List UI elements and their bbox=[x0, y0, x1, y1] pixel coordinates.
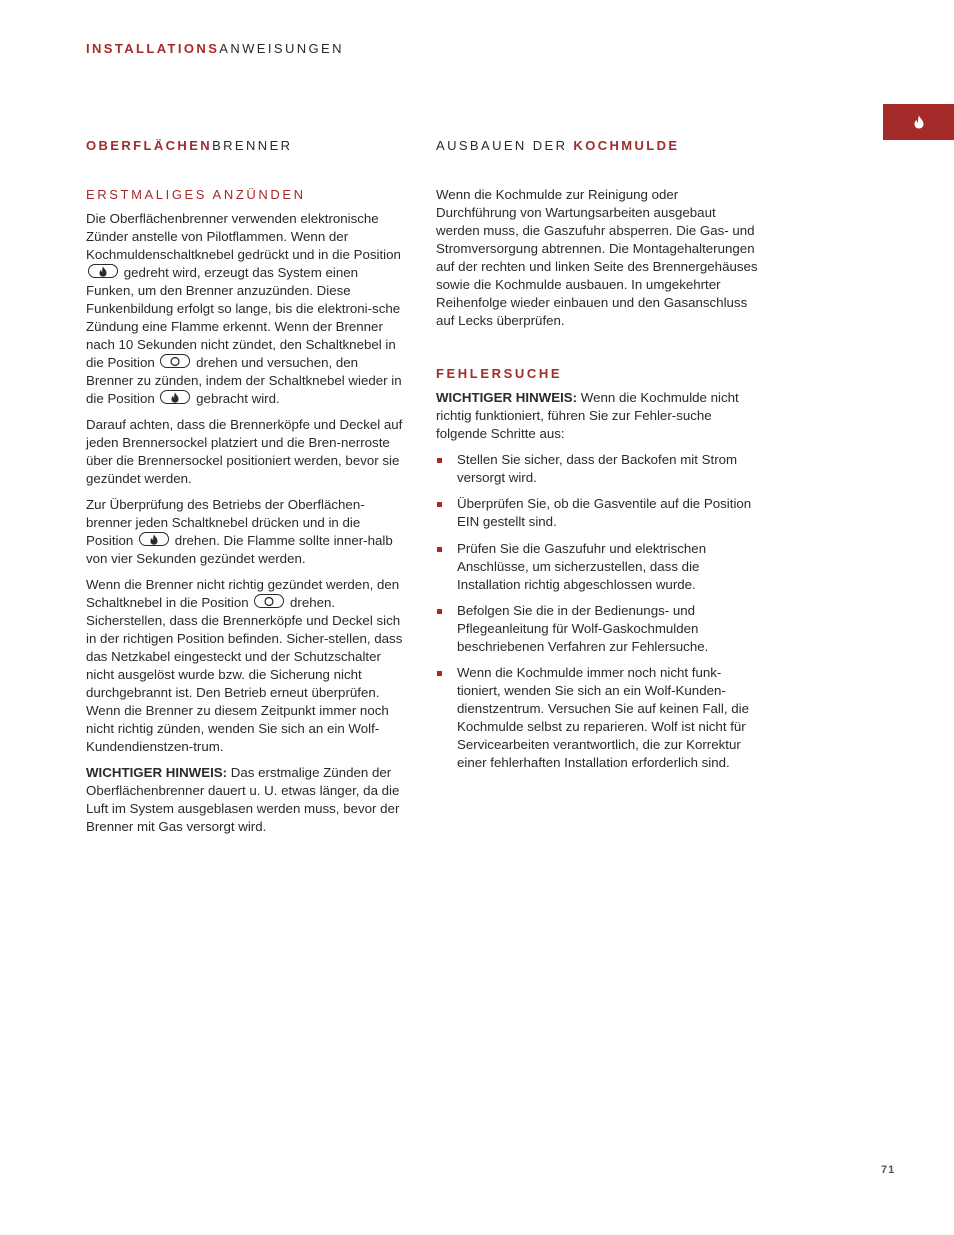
page-number: 71 bbox=[881, 1164, 896, 1176]
flame-position-icon bbox=[139, 532, 169, 546]
note-text: Das erstmalige Zünden der Oberflächenbrenner dauert u. U. etwas länger, da die Luft im System ausgeblasen werden muss, bevor der Brenner mit Gas versorgt wird. bbox=[86, 765, 400, 834]
first-ignition-subheading: ERSTMALIGES ANZÜNDEN bbox=[86, 187, 306, 202]
list-item: Stellen Sie sicher, dass der Backofen mit Strom versorgt wird. bbox=[436, 451, 758, 487]
left-column bbox=[86, 139, 408, 836]
ignition-paragraph-3 bbox=[86, 496, 408, 568]
ignition-note bbox=[86, 764, 408, 836]
off-position-icon bbox=[160, 354, 190, 368]
flame-position-icon bbox=[160, 390, 190, 404]
ignition-text-d: gebracht wird. bbox=[196, 391, 280, 406]
removal-paragraph: Wenn die Kochmulde zur Reinigung oder Durchführung von Wartungsarbeiten ausgebaut werden muss, die Gaszufuhr absperren. Die Gas- und Stromversorgung abtrennen. Die Montagehalterungen auf der rechten und linken Seite des Brennergehäuses sowie die Kochmulde ausbauen. In umgekehrter Reihenfolge wieder einbauen und den Gasanschluss auf Lecks überprüfen. bbox=[436, 187, 758, 328]
ignition-text-a: Die Oberflächenbrenner verwenden elektronische Zünder anstelle von Pilotflammen. Wenn der Kochmuldenschaltknebel gedrückt und in die Position bbox=[86, 211, 401, 262]
surface-burner-heading bbox=[86, 139, 408, 153]
flame-icon bbox=[913, 115, 925, 129]
note-label: WICHTIGER HINWEIS: bbox=[86, 765, 228, 780]
list-item: Prüfen Sie die Gaszufuhr und elektrischen Anschlüsse, um sicherzustellen, dass die Installation richtig abgeschlossen wurde. bbox=[436, 540, 758, 594]
troubleshooting-list bbox=[436, 451, 758, 772]
page-header bbox=[86, 41, 344, 56]
ignition-paragraph-4 bbox=[86, 576, 408, 756]
retry-text-a: Wenn die Brenner nicht richtig gezündet werden, den Schaltknebel in die Position bbox=[86, 577, 400, 610]
flame-position-icon bbox=[88, 264, 118, 278]
remove-cooktop-heading-accent: KOCHMULDE bbox=[573, 138, 680, 153]
list-item: Überprüfen Sie, ob die Gasventile auf die Position EIN gestellt sind. bbox=[436, 495, 758, 531]
off-position-icon bbox=[254, 594, 284, 608]
ignition-paragraph-1 bbox=[86, 210, 408, 408]
surface-burner-heading-rest: BRENNER bbox=[212, 138, 293, 153]
list-item: Wenn die Kochmulde immer noch nicht funk-tioniert, wenden Sie sich an ein Wolf-Kunden-dienstzentrum. Versuchen Sie auf keinen Fall, die Kochmulde selbst zu reparieren. Wolf ist nicht für Servicearbeiten verantwortlich, die zur Korrektur einer fehlerhaften Installation erforderlich sind. bbox=[436, 664, 758, 772]
remove-cooktop-heading bbox=[436, 139, 758, 153]
ignition-text-b: gedreht wird, erzeugt das System einen Funken, um den Brenner anzuzünden. Diese Funkenbildung erfolgt so lange, bis die elektroni-sche Zündung eine Flamme erkennt. Wenn der Brenner nach 10 Sekunden nicht zündet, den Schaltknebel in die Position bbox=[86, 265, 401, 370]
retry-text-b: drehen. Sicherstellen, dass die Brennerköpfe und Deckel sich in der richtigen Position befinden. Sicher-stellen, dass das Netzkabel eingesteckt und der Schutzschalter nicht ausgelöst wurde bzw. die Sicherung nicht durchgebrannt ist. Den Betrieb erneut überprüfen. Wenn die Brenner zu diesem Zeitpunkt immer noch nicht richtig zünden, wenden Sie sich an ein Wolf-Kundendienstzen-trum. bbox=[86, 595, 403, 754]
right-column bbox=[436, 139, 758, 772]
check-text-b: drehen. Die Flamme sollte inner-halb von vier Sekunden gezündet werden. bbox=[86, 533, 393, 566]
header-prefix: INSTALLATIONS bbox=[86, 41, 220, 56]
ignition-paragraph-2: Darauf achten, dass die Brennerköpfe und Deckel auf jeden Brennersockel platziert und die Bren-nerroste über die Brennersockel positioniert werden, bevor sie gezündet werden. bbox=[86, 417, 403, 486]
ignition-text-c: drehen und versuchen, den Brenner zu zünden, indem der Schaltknebel wieder in die Position bbox=[86, 355, 402, 406]
troubleshooting-note-text: Wenn die Kochmulde nicht richtig funktioniert, führen Sie zur Fehler-suche folgende Schritte aus: bbox=[436, 390, 739, 441]
troubleshooting-note-label: WICHTIGER HINWEIS: bbox=[436, 390, 578, 405]
troubleshooting-note bbox=[436, 389, 758, 443]
header-suffix: ANWEISUNGEN bbox=[219, 41, 344, 56]
troubleshooting-subheading: FEHLERSUCHE bbox=[436, 366, 563, 381]
surface-burner-heading-accent: OBERFLÄCHEN bbox=[86, 138, 213, 153]
list-item: Befolgen Sie die in der Bedienungs- und Pflegeanleitung für Wolf-Gaskochmulden beschriebenen Verfahren zur Fehlersuche. bbox=[436, 602, 758, 656]
remove-cooktop-heading-rest: AUSBAUEN DER bbox=[436, 138, 568, 153]
section-tab bbox=[883, 104, 954, 140]
check-text-a: Zur Überprüfung des Betriebs der Oberflächen-brenner jeden Schaltknebel drücken und in die Position bbox=[86, 497, 365, 548]
